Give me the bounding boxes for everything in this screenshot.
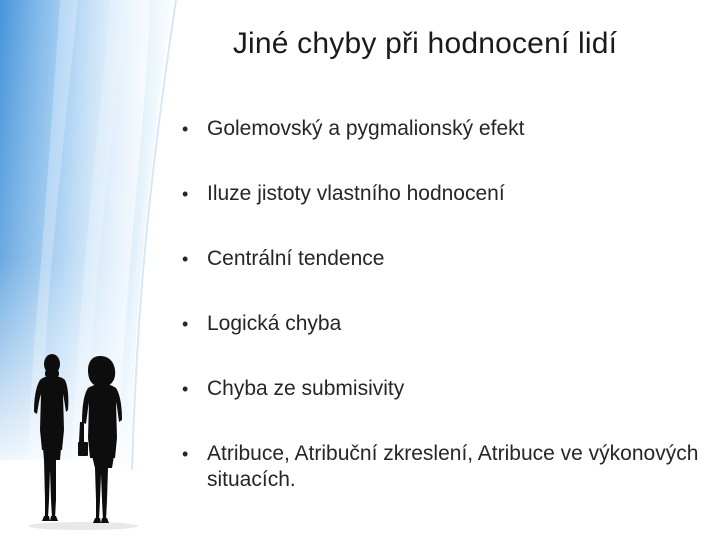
bullet-text: Logická chyba (207, 312, 342, 335)
bullet-icon: • (182, 249, 189, 269)
bullet-item (180, 441, 700, 493)
bullet-text: Chyba ze submisivity (207, 377, 405, 400)
bullet-icon: • (182, 119, 189, 139)
bullet-item (180, 376, 700, 402)
bullet-list (180, 116, 700, 532)
bullet-text: Golemovský a pygmalionský efekt (207, 117, 525, 140)
bullet-item (180, 181, 700, 207)
businesswomen-silhouette-icon (18, 350, 148, 530)
bullet-icon: • (182, 314, 189, 334)
bullet-icon: • (182, 184, 189, 204)
slide-title: Jiné chyby při hodnocení lidí (232, 27, 618, 60)
bullet-item (180, 116, 700, 142)
bullet-text: Centrální tendence (207, 247, 385, 270)
bullet-text: Atribuce, Atribuční zkreslení, Atribuce ve výkonových situacích. (207, 442, 699, 491)
bullet-item (180, 311, 700, 337)
bullet-icon: • (182, 379, 189, 399)
bullet-text: Iluze jistoty vlastního hodnocení (207, 182, 505, 205)
bullet-icon: • (182, 444, 189, 464)
bullet-item (180, 246, 700, 272)
